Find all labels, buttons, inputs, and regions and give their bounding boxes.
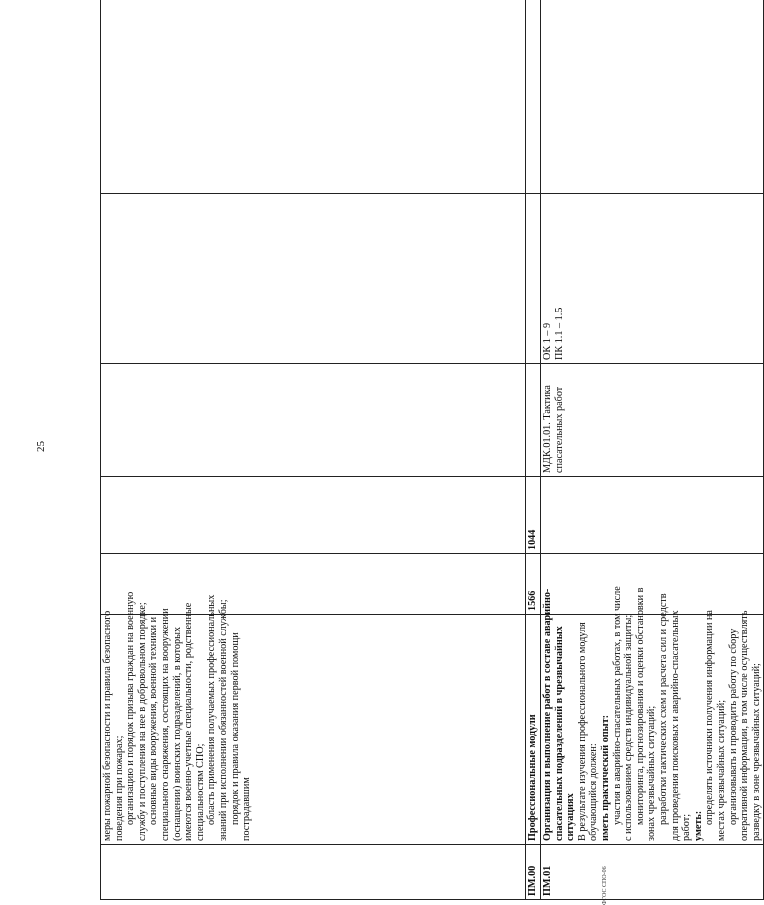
content-line: специальностям СПО; (194, 743, 206, 841)
curriculum-table (100, 0, 764, 900)
content-line: знаний при исполнении обязанностей военной службы; (217, 599, 229, 841)
content-cell (101, 591, 526, 845)
content-line: разведку в зоне чрезвычайных ситуаций; (750, 663, 762, 841)
content-line: пострадавшим (241, 777, 253, 841)
content-line: обучающийся должен: (588, 743, 600, 841)
content-line: для проведения поисковых и аварийно-спасательных (669, 610, 681, 841)
table-row (526, 0, 541, 900)
content-line: участия в аварийно-спасательных работах, в том числе (611, 586, 623, 825)
content-line: службу и поступления на нее в добровольном порядке; (136, 602, 148, 841)
extra-cell (526, 0, 541, 194)
max-load-cell (541, 554, 764, 615)
course-name: МДК.01.01. Тактика спасательных работ (541, 364, 764, 477)
table-row (101, 0, 526, 900)
competency-cell (526, 194, 541, 364)
required-load-cell (101, 477, 526, 554)
footer-code: ФГОС СПО-06 (602, 866, 608, 905)
content-line: поведения при пожарах; (113, 735, 125, 841)
content-line: иметь практический опыт: (599, 714, 611, 841)
content-line: специального снаряжения, состоящих на вооружении (159, 608, 171, 841)
code-cell (101, 845, 526, 900)
content-line: имеются военно-учетные специальности, родственные (183, 602, 195, 841)
content-line: оперативной информации, в том числе осуществлять (739, 610, 751, 841)
content-line: разработки тактических схем и расчета сил и средств (657, 593, 669, 825)
module-title: Профессиональные модули (526, 615, 541, 845)
content-line: В результате изучения профессионального модуля (576, 622, 588, 841)
content-line: порядок и правила оказания первой помощи (229, 632, 241, 825)
max-load-cell (101, 554, 526, 615)
content-line: организовывать и проводить работу по сбору (727, 628, 739, 825)
required-load-cell (541, 477, 764, 554)
content-line: уметь: (692, 810, 704, 841)
content-line: спасательных подразделений в чрезвычайных (553, 626, 565, 841)
content-line: мониторинга, прогнозирования и оценки обстановки в (634, 587, 646, 825)
table-row (541, 0, 764, 900)
content-line: местах чрезвычайных ситуаций; (715, 699, 727, 841)
course-cell (526, 364, 541, 477)
extra-cell (101, 0, 526, 194)
content-line: зонах чрезвычайных ситуаций; (646, 705, 658, 841)
content-line: работ; (681, 813, 693, 841)
content-line: с использованием средств индивидуальной защиты; (623, 614, 635, 841)
page-number: 25 (35, 441, 47, 452)
module-code: ПМ.00 (526, 845, 541, 900)
competency-codes (541, 194, 764, 364)
content-line: область применения получаемых профессиональных (206, 594, 218, 825)
competency-ok: ОК 1 – 9 (542, 322, 553, 360)
content-line: ситуациях (565, 793, 577, 841)
content-line: определять источники получения информации на (704, 610, 716, 825)
competency-cell (101, 194, 526, 364)
content-line: организацию и порядок призыва граждан на военную (125, 591, 137, 825)
competency-pk: ПК 1.1 – 1.5 (553, 307, 565, 360)
content-line: меры пожарной безопасности и правила безопасного (102, 610, 113, 841)
extra-cell (541, 0, 764, 194)
module-code: ПМ.01 (541, 845, 764, 900)
content-line: основные виды вооружения, военной техники и (148, 616, 160, 825)
content-cell (541, 586, 764, 845)
course-cell (101, 364, 526, 477)
required-load-value: 1044 (526, 477, 541, 554)
max-load-value: 1566 (526, 554, 541, 615)
content-line: (оснащении) воинских подразделений, в которых (171, 626, 183, 841)
content-line: Организация и выполнение работ в составе аварийно- (542, 588, 553, 841)
